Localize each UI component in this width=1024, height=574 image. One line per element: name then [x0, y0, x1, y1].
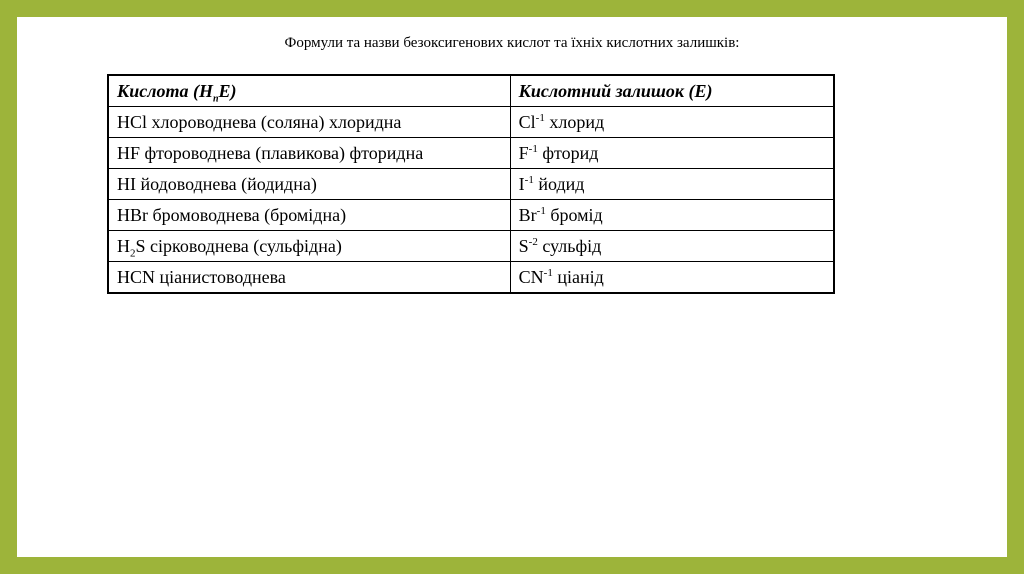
residue-name: сульфід — [537, 235, 602, 256]
residue-name: хлорид — [544, 111, 605, 132]
residue-formula: S — [518, 235, 529, 256]
acid-cell — [108, 262, 510, 294]
residue-cell — [510, 200, 834, 231]
residue-charge: -1 — [543, 266, 553, 279]
acid-name: фтороводнева (плавикова) фторидна — [140, 142, 424, 163]
acid-name: сірководнева (сульфідна) — [145, 235, 342, 256]
acid-cell — [108, 138, 510, 169]
acid-cell: $H_2S$ сірководнева (сульфідна) — [108, 231, 510, 262]
residue-cell — [510, 138, 834, 169]
acid-name: йодоводнева (йодидна) — [136, 173, 317, 194]
header-residue: Кислотний залишок (E) — [510, 75, 834, 107]
acid-formula: HCl — [117, 111, 148, 132]
acid-name: бромоводнева (бромідна) — [148, 204, 347, 225]
acid-name: ціанистоводнева — [155, 266, 286, 287]
table-row — [108, 107, 834, 138]
residue-name: бромід — [545, 204, 603, 225]
residue-charge: -1 — [536, 204, 546, 217]
residue-charge: -2 — [528, 235, 538, 248]
acid-formula: H — [117, 235, 130, 256]
acid-formula: HF — [117, 142, 141, 163]
residue-formula: Br — [518, 204, 537, 225]
residue-formula: I — [518, 173, 525, 194]
residue-cell — [510, 107, 834, 138]
residue-name: фторид — [537, 142, 599, 163]
residue-formula: F — [518, 142, 529, 163]
acid-cell — [108, 107, 510, 138]
residue-charge: -1 — [524, 173, 534, 186]
residue-cell — [510, 169, 834, 200]
residue-cell — [510, 262, 834, 294]
residue-formula: Cl — [518, 111, 536, 132]
table-header-row — [108, 75, 834, 107]
acid-cell — [108, 169, 510, 200]
acid-name: хлороводнева (соляна) хлоридна — [147, 111, 402, 132]
residue-cell — [510, 231, 834, 262]
table-row — [108, 200, 834, 231]
header-acid: Кислота $(H_nE)$ — [108, 75, 510, 107]
table-row — [108, 169, 834, 200]
slide-title: Формули та назви безоксигенових кислот та їхніх кислотних залишків: — [284, 35, 740, 51]
acids-table — [107, 74, 835, 294]
residue-name: йодид — [533, 173, 585, 194]
residue-charge: -1 — [535, 111, 545, 124]
residue-formula: CN — [518, 266, 544, 287]
table-row — [108, 231, 834, 262]
acid-cell — [108, 200, 510, 231]
slide-canvas — [17, 17, 1007, 557]
table-row — [108, 262, 834, 294]
acid-formula: HCN — [117, 266, 156, 287]
residue-charge: -1 — [528, 142, 538, 155]
acid-formula: HBr — [117, 204, 148, 225]
residue-name: ціанід — [552, 266, 604, 287]
table-row — [108, 138, 834, 169]
acid-formula: HI — [117, 173, 136, 194]
